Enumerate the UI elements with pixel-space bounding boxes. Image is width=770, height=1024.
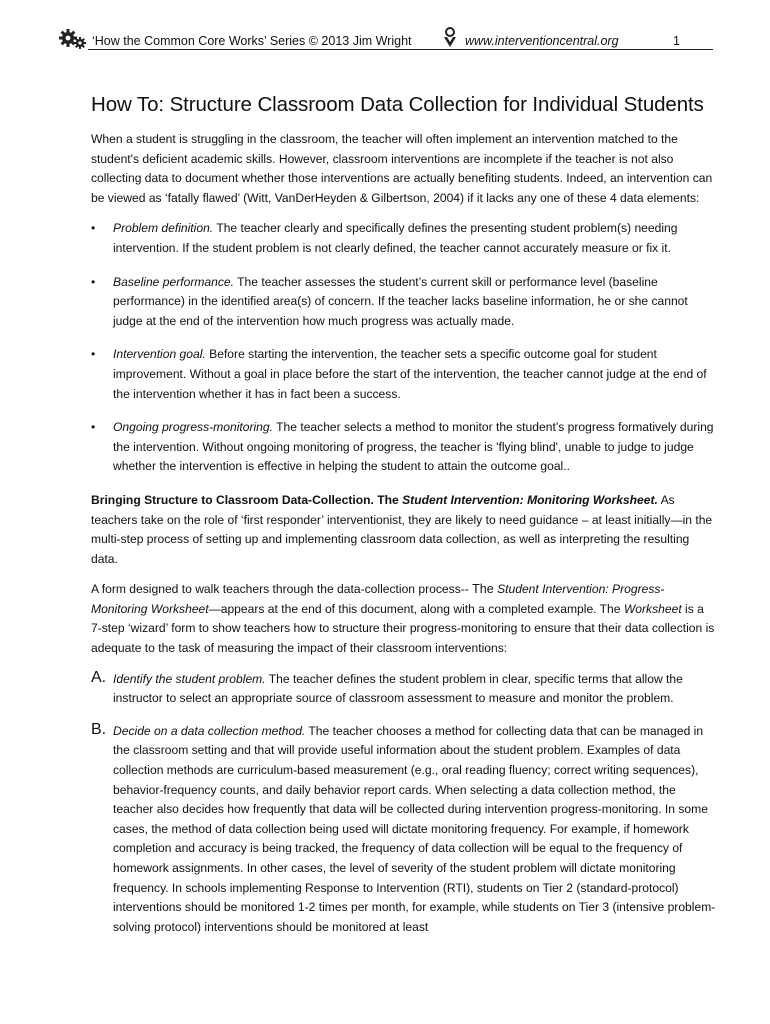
form-paragraph — [91, 580, 716, 658]
section-heading: Bringing Structure to Classroom Data-Collection. The — [91, 492, 403, 507]
step-letter: B. — [91, 720, 107, 738]
list-item — [91, 273, 716, 332]
step-item — [91, 722, 716, 938]
list-item — [91, 418, 716, 477]
element-text: The teacher selects a method to monitor the student’s progress formatively during the intervention. Without ongoing monitoring of progress, the teacher is 'flying blind', unable to judge to judge whether the intervention is effective in helping the student to attain the outcome goal.. — [113, 420, 714, 474]
element-term: Baseline performance. — [113, 274, 235, 289]
bullet: • — [91, 274, 96, 289]
form-text-2: —appears at the end of this document, along with a completed example. The — [208, 601, 624, 616]
form-italic-2: Worksheet — [623, 601, 682, 616]
bullet: • — [91, 347, 96, 362]
list-item — [91, 345, 716, 404]
section-paragraph — [91, 491, 716, 569]
step-item — [91, 670, 716, 709]
element-text: Before starting the intervention, the teacher sets a specific outcome goal for student improvement. Without a goal in place before the start of the intervention, the teacher cannot judge at the end of the intervention whether it has in fact been a success. — [113, 347, 707, 401]
element-text: The teacher clearly and specifically defines the presenting student problem(s) needing intervention. If the student problem is not clearly defined, the teacher cannot accurately measure or fix it. — [113, 221, 678, 255]
step-term: Decide on a data collection method. — [113, 723, 306, 738]
page-title: How To: Structure Classroom Data Collection for Individual Students — [91, 93, 704, 116]
page-header — [0, 27, 770, 53]
element-text: The teacher assesses the student’s current skill or performance level (baseline performance) in the identified area(s) of concern. If the teacher lacks baseline information, he or she cannot judge at the end of the intervention how much progress was actually made. — [113, 274, 688, 328]
section-heading-italic: Student Intervention: Monitoring Worksheet. — [402, 492, 658, 507]
element-term: Intervention goal. — [113, 347, 206, 362]
step-text: The teacher chooses a method for collecting data that can be managed in the classroom setting and that will provide useful information about the student problem. Examples of data collection methods are curriculum-based measurement (e.g., oral reading fluency; correct writing sequences), behavior-frequency counts, and daily behavior report cards. When selecting a data collection method, the teacher also decides how frequently that data will be collected during intervention progress-monitoring. In some cases, the method of data collection being used will dictate monitoring frequency. For example, if homework completion and accuracy is being tracked, the frequency of data collection will be equal to the frequency of homework assignments. In other cases, the level of severity of the student problem will dictate monitoring frequency. In schools implementing Response to Intervention (RTI), students on Tier 2 (standard-protocol) interventions should be monitored 1-2 times per month, for example, while students on Tier 3 (intensive problem-solving protocol) interventions should be monitored at least — [113, 723, 716, 934]
header-rule — [88, 49, 713, 50]
bullet: • — [91, 221, 96, 236]
document-body — [91, 92, 716, 950]
gears-icon — [58, 27, 88, 51]
intervention-central-logo-icon — [442, 27, 458, 51]
element-term: Problem definition. — [113, 221, 214, 236]
form-text-3: is a 7-step ‘wizard’ form to show teachers how to structure their progress-monitoring to ensure that their data collection is adequate to the task of measuring the impact of their classroom interventions: — [91, 601, 715, 656]
step-text: The teacher defines the student problem in clear, specific terms that allow the instructor to select an appropriate source of classroom assessment to measure and monitor the problem. — [113, 671, 683, 706]
form-text-the: The — [472, 582, 494, 597]
bullet: • — [91, 420, 96, 435]
intro-paragraph: When a student is struggling in the classroom, the teacher will often implement an intervention matched to the student's deficient academic skills. However, classroom interventions are incomplete if the teacher is not also collecting data to document whether those interventions are actually benefiting students. Indeed, an intervention can be viewed as ‘fatally flawed’ (Witt, VanDerHeyden & Gilbertson, 2004) if it lacks any one of these 4 data elements: — [91, 132, 713, 205]
step-letter: A. — [91, 668, 107, 686]
page-number: 1 — [673, 34, 680, 48]
form-text-1: A form designed to walk teachers through the data-collection process-- — [91, 582, 473, 597]
section-text: As teachers take on the role of ‘first responder’ interventionist, they are likely to need guidance – at least initially—in the multi-step process of setting up and implementing classroom data collection, as well as interpreting the resulting data. — [91, 492, 713, 566]
header-series: ‘How the Common Core Works’ Series © 2013 Jim Wright — [92, 34, 412, 48]
list-item — [91, 219, 716, 258]
step-term: Identify the student problem. — [113, 671, 266, 686]
form-italic-1: Student Intervention: Progress-Monitoring Worksheet — [91, 582, 665, 616]
header-url[interactable]: www.interventioncentral.org — [465, 34, 619, 48]
element-term: Ongoing progress-monitoring. — [113, 420, 273, 435]
